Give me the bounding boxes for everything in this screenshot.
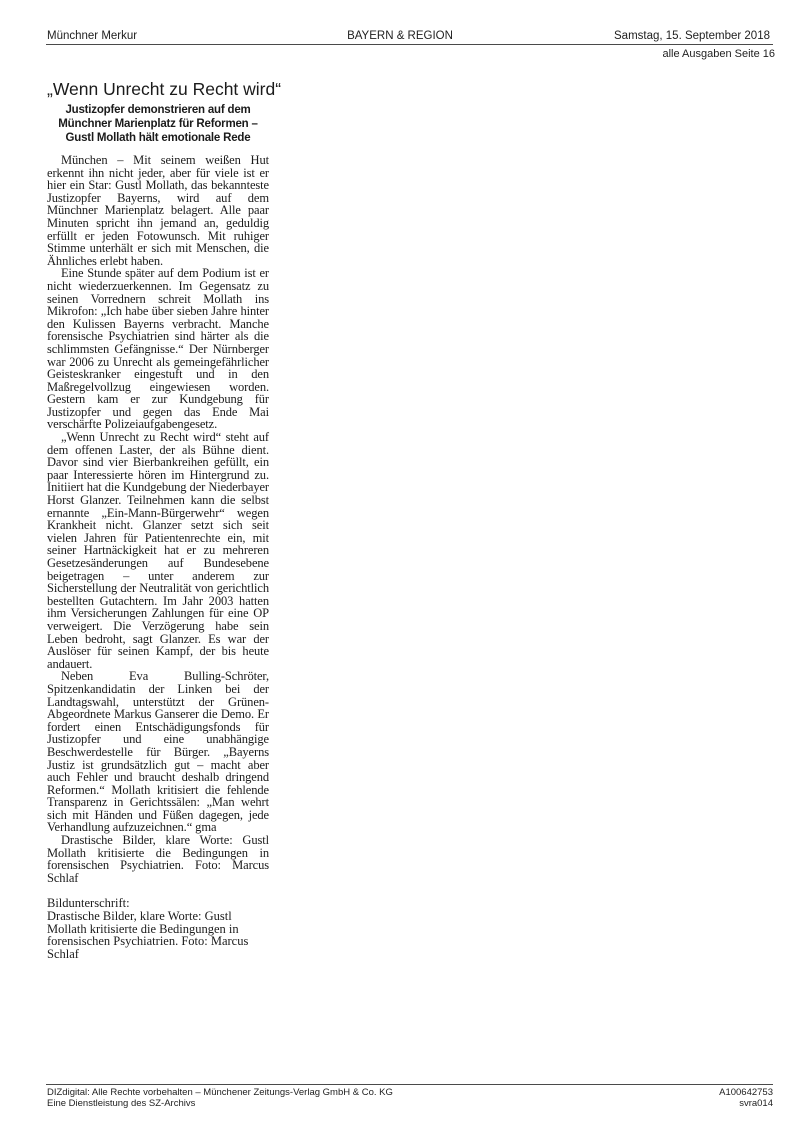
page-info: alle Ausgaben Seite 16 — [662, 48, 775, 60]
article-title: „Wenn Unrecht zu Recht wird“ — [47, 79, 282, 99]
archive-service: Eine Dienstleistung des SZ-Archivs — [47, 1098, 196, 1109]
publication-name: Münchner Merkur — [47, 30, 138, 42]
article-paragraph: Eine Stunde später auf dem Podium ist er nicht wiederzuerkennen. Im Gegensatz zu seinen Vorrednern schreit Mollath ins Mikrofon: „Ich habe über sieben Jahre hinter den Kulissen Bayerns verbracht. Manche forensische Psychiatrien sind härter als die schlimmsten Gefängnisse.“ Der Nürnberger war 2006 zu Unrecht als gemeingefährlicher Geisteskranker eingestuft und in den Maßregelvollzug eingewiesen worden. Gestern kam er zur Kundgebung für Justizopfer und gegen das Ende Mai verschärfte Polizeiaufgabengesetz. — [47, 266, 269, 432]
footer-right — [719, 1087, 773, 1109]
section-name: BAYERN & REGION — [347, 30, 453, 42]
issue-date: Samstag, 15. September 2018 — [614, 30, 770, 42]
caption-text: Drastische Bilder, klare Worte: Gustl Mollath kritisierte die Bedingungen in forensischen Psychiatrien. Foto: Marcus Schlaf — [47, 909, 249, 961]
caption-label: Bildunterschrift: — [47, 896, 130, 911]
header-divider — [46, 44, 773, 45]
archive-code: svra014 — [739, 1098, 773, 1109]
article-paragraph: Neben Eva Bulling-Schröter, Spitzenkandidatin der Linken bei der Landtagswahl, unterstützt der Grünen-Abgeordnete Markus Ganserer die Demo. Er fordert einen Entschädigungsfonds für Justizopfer und eine unabhängige Beschwerdestelle für Bürger. „Bayerns Justiz ist grundsätzlich gut – macht aber auch Fehler und braucht deshalb dringend Reformen.“ Mollath kritisiert die fehlende Transparenz in Gerichtssälen: „Man wehrt sich mit Händen und Füßen dagegen, jede Verhandlung aufzuzeichnen.“ gma — [47, 669, 269, 835]
article — [47, 78, 282, 961]
article-subtitle: Justizopfer demonstrieren auf dem Münchner Marienplatz für Reformen – Gustl Mollath hält emotionale Rede — [58, 104, 258, 144]
footer-left — [47, 1087, 393, 1109]
article-paragraph: München – Mit seinem weißen Hut erkennt ihn nicht jeder, aber für viele ist er hier ein Star: Gustl Mollath, das bekannteste Justizopfer Bayerns, wird auf dem Münchner Marienplatz belagert. Alle paar Minuten spricht ihn jemand an, geduldig erfüllt er jeden Fotowunsch. Mit ruhiger Stimme unterhält er sich mit Menschen, die Ähnliches erlebt haben. — [47, 153, 269, 268]
document-id: A100642753 — [719, 1087, 773, 1098]
article-paragraph: „Wenn Unrecht zu Recht wird“ steht auf dem offenen Laster, der als Bühne dient. Davor sind vier Bierbankreihen gefüllt, ein paar Interessierte hören im Hintergrund zu. Initiiert hat die Kundgebung der Niederbayer Horst Glanzer. Teilnehmen kann die selbst ernannte „Ein-Mann-Bürgerwehr“ wegen Krankheit nicht. Glanzer setzt sich seit vielen Jahren für Patientenrechte ein, mit seiner Hartnäckigkeit hat er zu mehreren Gesetzesänderungen auf Bundesebene beigetragen – unter anderem zur Sicherstellung der Neutralität von gerichtlich bestellten Gutachtern. Im Jahr 2003 hatten ihm Versicherungen Zahlungen für eine OP verweigert. Die Verzögerung habe sein Leben bedroht, sagt Glanzer. Es war der Auslöser für seinen Kampf, der bis heute andauert. — [47, 430, 269, 671]
copyright-notice: DIZdigital: Alle Rechte vorbehalten – Münchener Zeitungs-Verlag GmbH & Co. KG — [47, 1087, 393, 1098]
article-paragraph: Drastische Bilder, klare Worte: Gustl Mollath kritisierte die Bedingungen in forensischen Psychiatrien. Foto: Marcus Schlaf — [47, 833, 269, 885]
article-body — [47, 154, 269, 884]
image-caption — [47, 897, 269, 960]
footer-divider — [46, 1084, 773, 1085]
